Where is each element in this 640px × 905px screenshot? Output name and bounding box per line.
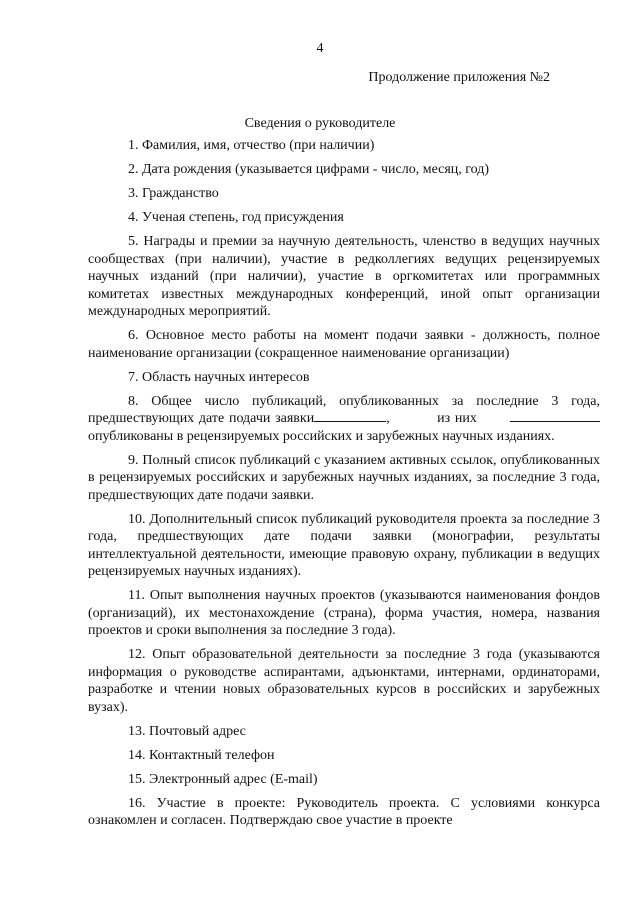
list-item-1: [88, 137, 600, 155]
item-text: Фамилия, имя, отчество (при наличии): [142, 138, 375, 153]
item-number: 4.: [128, 210, 139, 225]
item-number: 12.: [128, 647, 146, 662]
item-text: Опыт образовательной деятельности за последние 3 года (указываются информация о руководстве аспирантами, адъюнктами, интернами, ординаторами, разработке и чтении новых образовательных курсов в российских и зарубежных вузах).: [88, 647, 600, 715]
item-number: 16.: [128, 795, 146, 811]
item-number: 2.: [128, 162, 139, 177]
item-number: 1.: [128, 138, 139, 153]
fill-in-blank-reviewed[interactable]: [510, 410, 600, 422]
item-text: Контактный телефон: [149, 747, 275, 763]
item-text: Почтовый адрес: [149, 723, 246, 739]
item-number: 9.: [128, 452, 139, 468]
item-text: Область научных интересов: [142, 369, 310, 385]
item-number: 7.: [128, 369, 139, 385]
item-text: Опыт выполнения научных проектов (указываются наименования фондов (организаций), их местонахождение (страна), форма участия, номера, названия проектов и сроки выполнения за последние 3 года).: [88, 588, 600, 638]
item-text: из них: [437, 411, 477, 426]
list-item-9: [88, 452, 600, 505]
list-item-11: [88, 587, 600, 640]
list-item-5: [88, 233, 600, 321]
item-text: Полный список публикаций с указанием активных ссылок, опубликованных в рецензируемых российских и зарубежных научных изданиях, за последние 3 года, предшествующих дате подачи заявки.: [88, 452, 601, 503]
item-text: Участие в проекте: Руководитель проекта. С условиями конкурса ознакомлен и согласен. Подтверждаю свое участие в проекте: [88, 795, 600, 828]
item-number: 11.: [128, 588, 145, 603]
item-number: 15.: [128, 771, 146, 787]
list-item-13: [88, 723, 600, 741]
item-text: Основное место работы на момент подачи заявки - должность, полное наименование организации (сокращенное наименование организации): [88, 328, 601, 361]
item-number: 13.: [128, 723, 146, 739]
item-number: 14.: [128, 747, 146, 763]
list-item-7: [88, 369, 600, 387]
list-item-16: [88, 795, 600, 830]
items-list: [88, 137, 600, 836]
list-item-8: 8. Общее число публикаций, опубликованных за последние 3 года, предшествующих дате подачи заявки , из них опубликованы в рецензируемых российских и зарубежных научных изданиях.: [88, 393, 600, 444]
item-text: Общее число публикаций, опубликованных за последние 3 года, предшествующих дате подачи заявки: [88, 393, 600, 426]
item-text: Дополнительный список публикаций руководителя проекта за последние 3 года, предшествующих дате подачи заявки (монографии, результаты интеллектуальной деятельности, имеющие правовую охрану, публикации в ведущих рецензируемых научных изданиях).: [88, 511, 600, 579]
item-text: Гражданство: [142, 186, 219, 201]
list-item-3: [88, 185, 600, 203]
item-number: 8.: [128, 393, 139, 409]
item-text: опубликованы в рецензируемых российских и зарубежных научных изданиях.: [88, 428, 555, 444]
item-number: 6.: [128, 328, 139, 343]
item-text: Ученая степень, год присуждения: [142, 210, 344, 225]
list-item-6: [88, 327, 600, 362]
item-text: Дата рождения (указывается цифрами - число, месяц, год): [142, 162, 490, 177]
item-number: 5.: [128, 234, 139, 249]
list-item-4: [88, 209, 600, 227]
fill-in-blank-total[interactable]: [314, 410, 386, 422]
appendix-note: Продолжение приложения №2: [368, 70, 550, 85]
list-item-15: [88, 771, 600, 789]
page-number: 4: [316, 41, 324, 56]
section-title: Сведения о руководителе: [244, 116, 396, 131]
list-item-12: [88, 646, 600, 716]
list-item-2: [88, 161, 600, 179]
list-item-14: [88, 747, 600, 765]
list-item-10: [88, 511, 600, 581]
item-number: 3.: [128, 186, 139, 201]
item-text: Электронный адрес (E-mail): [149, 771, 318, 787]
item-number: 10.: [128, 511, 146, 527]
item-text: Награды и премии за научную деятельность, членство в ведущих научных сообществах (при наличии), участие в редколлегиях ведущих рецензируемых научных изданий (при наличии), участие в оргкомитетах или программных комитетах известных международных конференций, иной опыт организации международных мероприятий.: [88, 234, 601, 319]
